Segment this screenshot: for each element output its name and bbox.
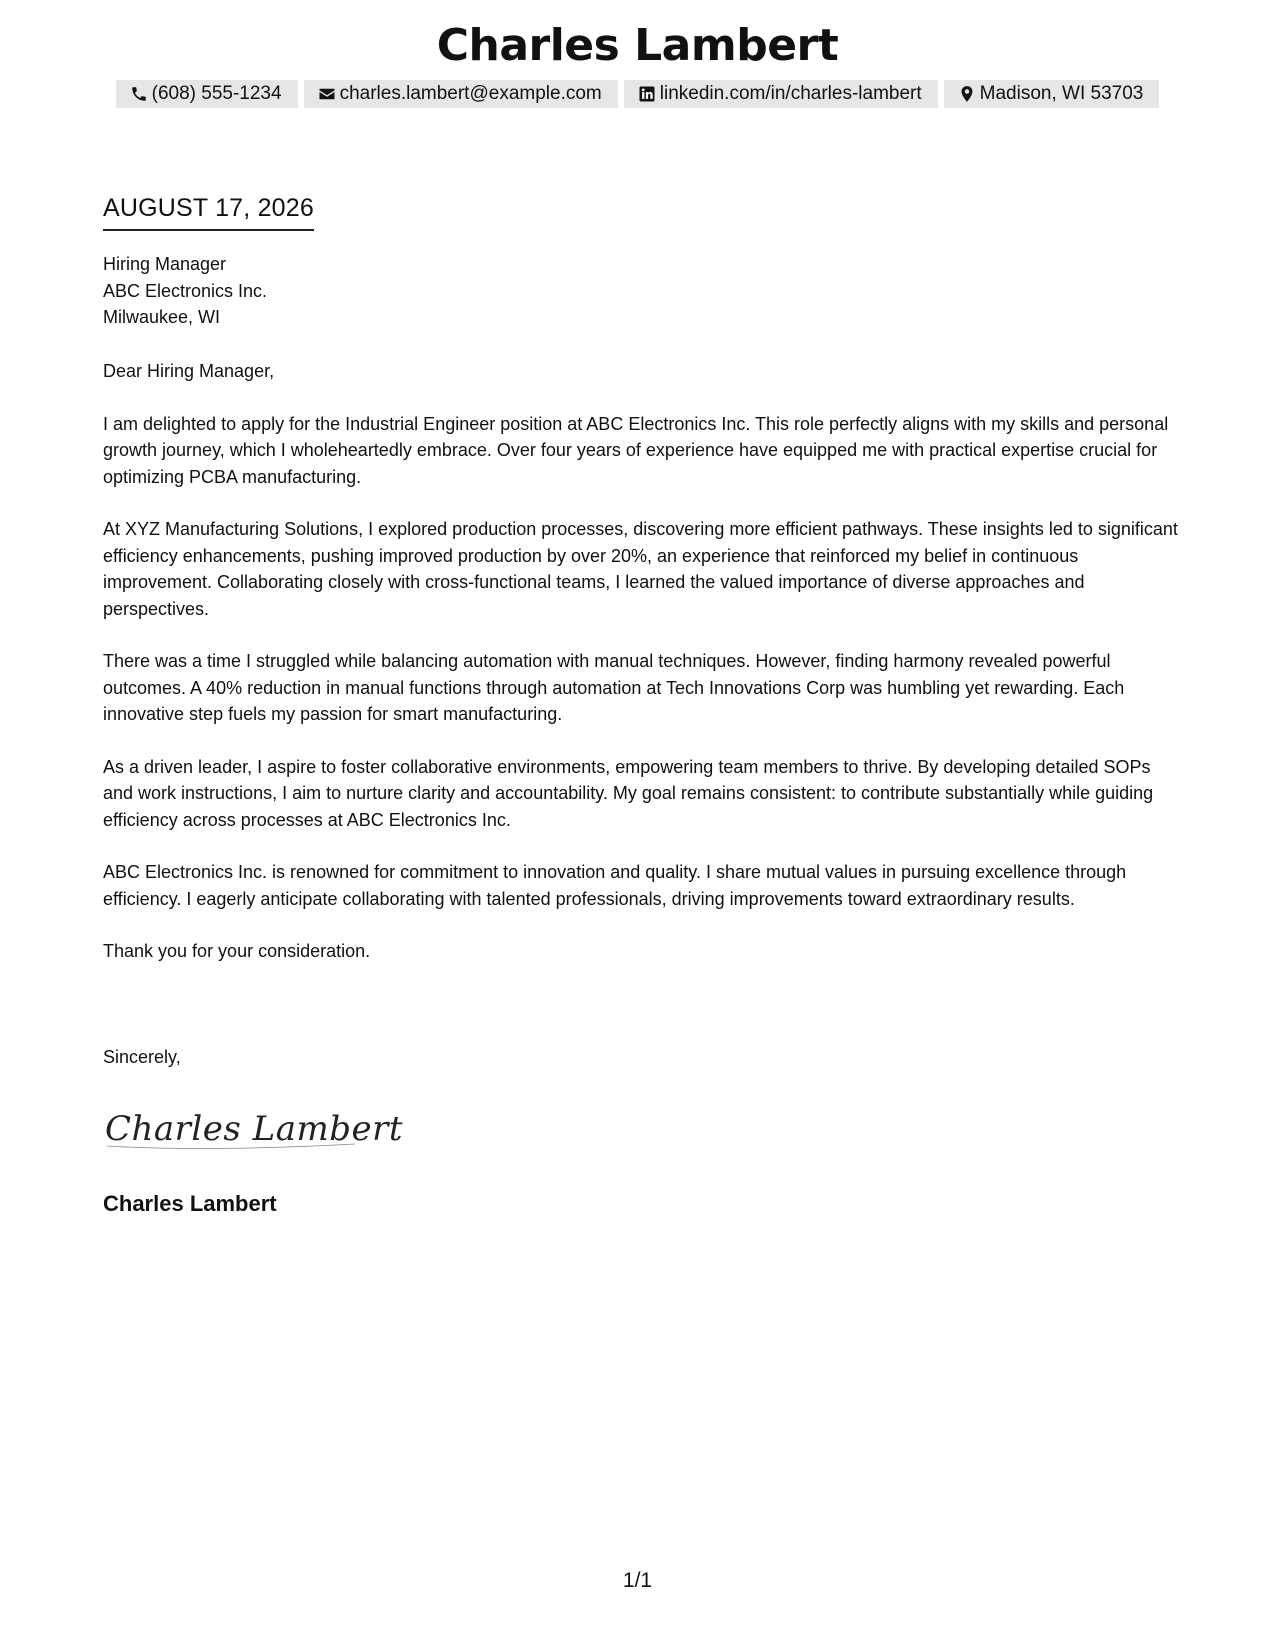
svg-text:Charles Lambert: Charles Lambert (105, 1109, 404, 1149)
contact-location (944, 80, 1160, 108)
salutation: Dear Hiring Manager, (103, 361, 275, 381)
contact-linkedin (624, 80, 938, 108)
phone-icon (130, 85, 148, 103)
body-paragraph: As a driven leader, I aspire to foster collaborative environments, empowering team members to thrive. By developing detailed SOPs and work instructions, I aim to nurture clarity and accountability. My goal remains consistent: to contribute substantially while guiding efficiency across processes at ABC Electronics Inc. (103, 756, 1154, 830)
contact-email-text: charles.lambert@example.com (339, 83, 602, 104)
contact-bar (0, 80, 1275, 108)
contact-phone-text: (608) 555-1234 (151, 83, 282, 104)
body-paragraph: I am delighted to apply for the Industrial Engineer position at ABC Electronics Inc. This role perfectly aligns with my skills and personal growth journey, which I wholeheartedly embrace. Over four years of experience have equipped me with practical expertise crucial for optimizing PCBA manufacturing. (103, 413, 1169, 487)
envelope-icon (318, 85, 336, 103)
linkedin-icon (638, 85, 656, 103)
map-pin-icon (958, 85, 976, 103)
applicant-name: Charles Lambert (436, 20, 839, 71)
body-paragraph: There was a time I struggled while balancing automation with manual techniques. However, finding harmony revealed powerful outcomes. A 40% reduction in manual functions through automation at Tech Innovations Corp was humbling yet rewarding. Each innovative step fuels my passion for smart manufacturing. (103, 651, 1125, 724)
recipient-line: Milwaukee, WI (103, 307, 221, 327)
contact-location-text: Madison, WI 53703 (979, 83, 1144, 104)
body-paragraph: ABC Electronics Inc. is renowned for commitment to innovation and quality. I share mutual values in pursuing excellence through efficiency. I eagerly anticipate collaborating with talented professionals, driving improvements toward extraordinary results. (103, 862, 1127, 909)
letter-body (103, 358, 1178, 991)
recipient-block (103, 251, 267, 331)
contact-linkedin-text: linkedin.com/in/charles-lambert (659, 83, 922, 104)
body-paragraph: At XYZ Manufacturing Solutions, I explored production processes, discovering more efficient pathways. These insights led to significant efficiency enhancements, pushing improved production by over 20%, an experience that reinforced my belief in continuous improvement. Collaborating closely with cross-functional teams, I learned the valued importance of diverse approaches and perspectives. (103, 519, 1178, 619)
contact-phone (116, 80, 298, 108)
recipient-line: ABC Electronics Inc. (103, 280, 268, 301)
recipient-line: Hiring Manager (103, 254, 227, 274)
letter-date: AUGUST 17, 2026 (103, 193, 314, 231)
contact-email (304, 80, 618, 108)
closing: Sincerely, (103, 1047, 181, 1067)
handwritten-signature (103, 1100, 404, 1156)
page-number: 1/1 (622, 1569, 653, 1592)
signer-name: Charles Lambert (103, 1191, 277, 1216)
thank-you-line: Thank you for your consideration. (103, 941, 371, 961)
